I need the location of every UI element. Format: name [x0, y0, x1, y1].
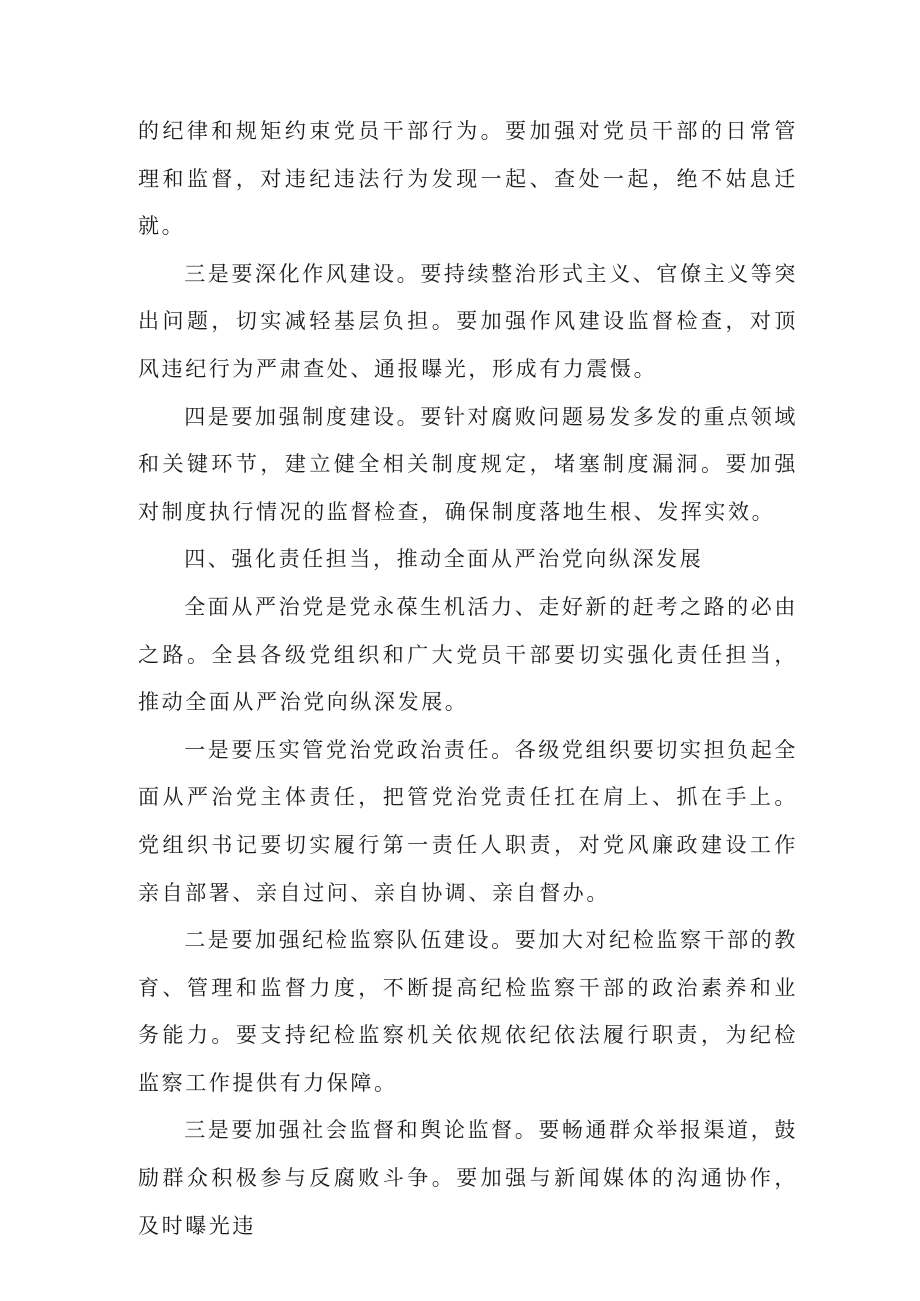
document-body	[138, 108, 798, 1250]
paragraph-discipline-team: 二是要加强纪检监察队伍建设。要加大对纪检监察干部的教育、管理和监督力度，不断提高纪检监察干部的政治素养和业务能力。要支持纪检监察机关依规依纪依法履行职责，为纪检监察工作提供有力保障。	[138, 928, 798, 1095]
paragraph-section-intro: 全面从严治党是党永葆生机活力、走好新的赶考之路的必由之路。全县各级党组织和广大党员干部要切实强化责任担当，推动全面从严治党向纵深发展。	[138, 594, 798, 715]
paragraph-institution-building: 四是要加强制度建设。要针对腐败问题易发多发的重点领域和关键环节，建立健全相关制度规定，堵塞制度漏洞。要加强对制度执行情况的监督检查，确保制度落地生根、发挥实效。	[138, 404, 798, 524]
paragraph-public-supervision: 三是要加强社会监督和舆论监督。要畅通群众举报渠道，鼓励群众积极参与反腐败斗争。要加强与新闻媒体的沟通协作，及时曝光违	[138, 1118, 798, 1238]
paragraph-work-style: 三是要深化作风建设。要持续整治形式主义、官僚主义等突出问题，切实减轻基层负担。要加强作风建设监督检查，对顶风违纪行为严肃查处、通报曝光，形成有力震慑。	[138, 261, 798, 381]
paragraph-political-responsibility: 一是要压实管党治党政治责任。各级党组织要切实担负起全面从严治党主体责任，把管党治党责任扛在肩上、抓在手上。党组织书记要切实履行第一责任人职责，对党风廉政建设工作亲自部署、亲自过问、亲自协调、亲自督办。	[138, 737, 798, 905]
paragraph-continuation: 的纪律和规矩约束党员干部行为。要加强对党员干部的日常管理和监督，对违纪违法行为发现一起、查处一起，绝不姑息迁就。	[138, 119, 798, 239]
section-heading-responsibility: 四、强化责任担当，推动全面从严治党向纵深发展	[184, 547, 704, 572]
